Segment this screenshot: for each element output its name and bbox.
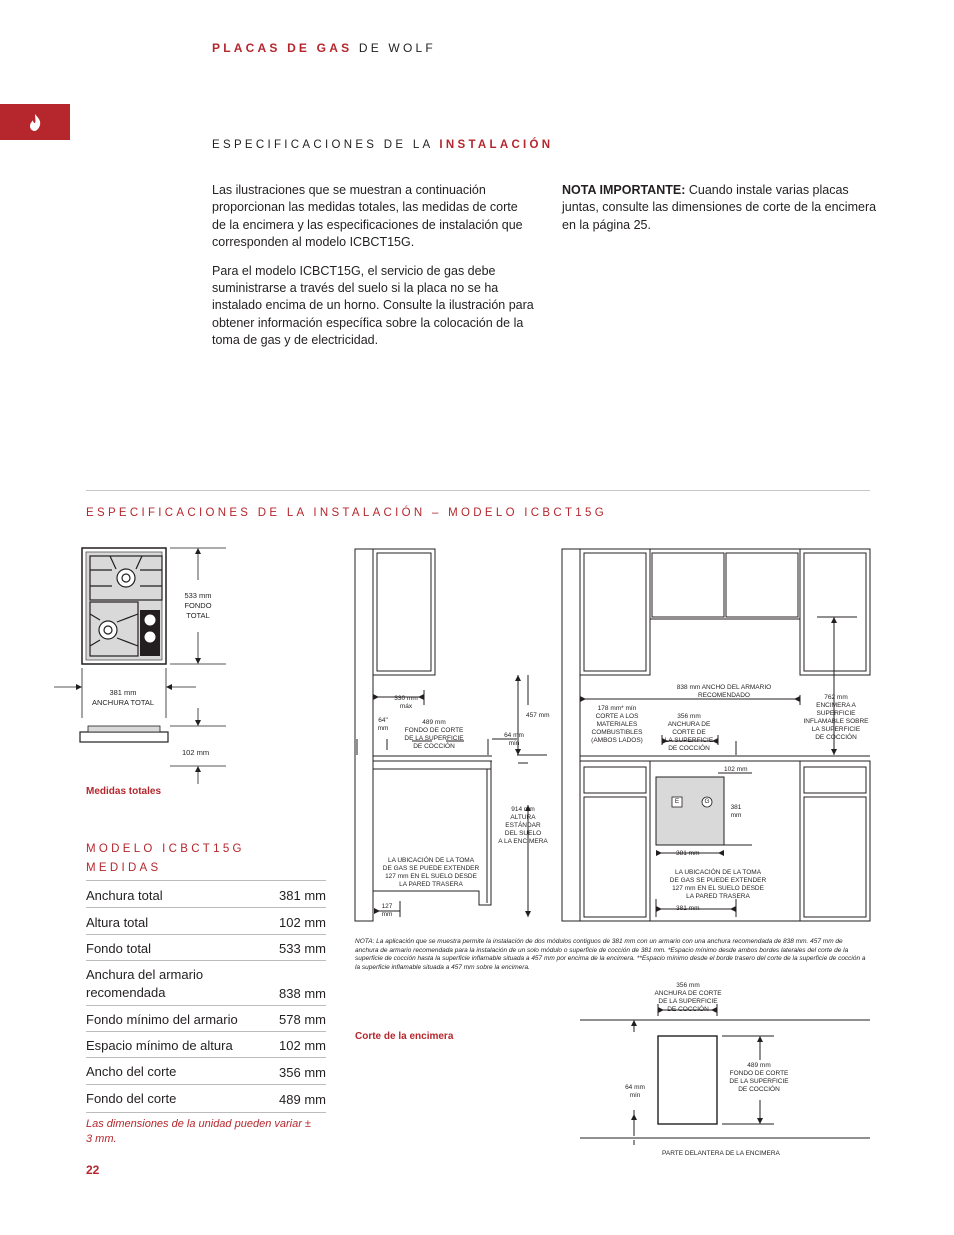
front-upper-cabinet-left [580, 549, 650, 675]
section-tab [0, 104, 70, 140]
overall-height-label: 102 mm [182, 748, 210, 757]
intro-text [212, 182, 534, 361]
row-value: 356 mm [279, 1065, 326, 1080]
cutout-rectangle [658, 1036, 717, 1124]
electrical-label: E [674, 798, 680, 805]
knob-icon [144, 631, 156, 643]
table-row [86, 880, 326, 908]
cooktop-side-view [80, 732, 168, 742]
important-note-label: NOTA IMPORTANTE: [562, 183, 686, 197]
page-number: 22 [86, 1163, 100, 1177]
side-label-64min: 64 mm mín [504, 732, 524, 747]
gas-label: G [704, 798, 710, 805]
overall-width-label: 381 mm ANCHURA TOTAL [91, 688, 155, 707]
overall-caption: Medidas totales [86, 786, 162, 797]
front-upper-cabinet-center [650, 549, 800, 619]
row-label: Fondo del corte [86, 1091, 177, 1106]
front-label-178: 178 mm* mín CORTE A LOS MATERIALES COMBUSTIBLES (AMBOS LADOS) [591, 705, 643, 744]
cutout-label-64: 64 mm mín [625, 1084, 645, 1099]
row-label: Altura total [86, 915, 149, 930]
intro-paragraph-1: Las ilustraciones que se muestran a continuación proporcionan las medidas totales, las medidas de corte de la encimera y las especificaciones de instalación que corresponden al modelo ICBCT15G. [212, 183, 523, 250]
cutout-caption: Corte de la encimera [355, 1031, 454, 1042]
header-rest: DE WOLF [358, 41, 436, 55]
table-row [86, 1057, 326, 1085]
front-label-838: 838 mm ANCHO DEL ARMARIO RECOMENDADO [676, 684, 772, 699]
side-label-489: 489 mm FONDO DE CORTE DE LA SUPERFICIE DE COCCIÓN [404, 719, 464, 750]
intro-paragraph-2: Para el modelo ICBCT15G, el servicio de gas debe suministrarse a través del suelo si la placa no se ha instalado encima de un horno. Consulte la ilustración para obtener información específica sobre la colocación de la toma de gas y de electricidad. [212, 263, 534, 348]
section-title-prefix: ESPECIFICACIONES DE LA [212, 139, 433, 151]
spec-header: ESPECIFICACIONES DE LA INSTALACIÓN – MODELO ICBCT15G [86, 507, 607, 519]
row-label: Anchura del armario recomendada [86, 967, 204, 1000]
row-label: Ancho del corte [86, 1064, 177, 1079]
cutout-label-356: 356 mm ANCHURA DE CORTE DE LA SUPERFICIE DE COCCIÓN [654, 982, 722, 1013]
side-label-914: 914 mm ALTURA ESTÁNDAR DEL SUELO A LA ENCIMERA [498, 806, 548, 845]
table-row [86, 907, 326, 935]
front-label-381v: 381 mm [730, 804, 742, 819]
dimensions-title-line2: MEDIDAS [86, 862, 162, 874]
front-label-gas: LA UBICACIÓN DE LA TOMA DE GAS SE PUEDE EXTENDER 127 mm EN EL SUELO DESDE LA PARED TRASERA [669, 869, 767, 900]
overall-depth-label: 533 mm FONDO TOTAL [184, 591, 212, 620]
table-row [86, 934, 326, 961]
dimensions-footnote: Las dimensiones de la unidad pueden variar ± 3 mm. [86, 1118, 311, 1145]
row-value: 578 mm [279, 1012, 326, 1027]
knob-icon [144, 614, 156, 626]
row-label: Fondo mínimo del armario [86, 1012, 238, 1027]
section-title [212, 139, 553, 151]
table-row [86, 1031, 326, 1058]
row-value: 102 mm [279, 1038, 326, 1053]
side-label-457: 457 mm [526, 712, 550, 719]
front-label-381h: 381 mm [676, 850, 700, 857]
cutout-front-label: PARTE DELANTERA DE LA ENCIMERA [662, 1150, 780, 1157]
front-upper-cabinet-right [800, 549, 870, 675]
dimensions-title-line1: MODELO ICBCT15G [86, 843, 245, 855]
side-label-127: 127 mm [381, 903, 393, 918]
front-label-762: 762 mm ENCIMERA A SUPERFICIE INFLAMABLE SOBRE LA SUPERFICIE DE COCCIÓN [803, 694, 869, 741]
important-note-text: Cuando instale varias placas juntas, consulte las dimensiones de corte de la encimera en la página 25. [562, 183, 877, 232]
table-row [86, 1005, 326, 1032]
side-label-330: 330 mm máx [394, 695, 418, 710]
side-wall [355, 549, 373, 921]
table-row [86, 960, 326, 1006]
header-brand: PLACAS DE GAS [212, 41, 353, 55]
row-value: 102 mm [279, 915, 326, 930]
row-label: Fondo total [86, 941, 152, 956]
table-row [86, 1084, 326, 1113]
cooktop-front-box [656, 777, 724, 845]
section-divider [86, 490, 870, 491]
row-value: 381 mm [279, 888, 326, 903]
row-value: 489 mm [279, 1092, 326, 1107]
diagram-note: NOTA: La aplicación que se muestra permite la instalación de dos módulos contiguos de 381 mm con un armario con una anchura recomendada de 838 mm. 457 mm de anchura de armario recomendada para la instalación de un solo módulo o superficie de cocción de 381 mm. *Espacio mínimo desde ambos bordes laterales del corte de la superficie de cocción hasta la superficie inflamable situada a 457 mm por encima de la encimera. **Espacio mínimo desde el borde trasero del corte de la superficie de cocción a la superficie inflamable situada a 457 mm sobre la encimera. [355, 938, 866, 971]
overall-dimensions-diagram [50, 540, 240, 800]
front-label-381b: 381 mm [676, 905, 700, 912]
dimensions-title [86, 840, 245, 878]
front-wall-left [562, 549, 580, 921]
front-label-102: 102 mm [724, 766, 748, 773]
row-label: Anchura total [86, 888, 163, 903]
page-header [212, 41, 436, 55]
front-label-356: 356 mm ANCHURA DE CORTE DE LA SUPERFICIE DE COCCIÓN [664, 713, 714, 752]
cutout-label-489: 489 mm FONDO DE CORTE DE LA SUPERFICIE DE COCCIÓN [729, 1062, 789, 1093]
flame-icon [0, 104, 70, 140]
row-label: Espacio mínimo de altura [86, 1038, 233, 1053]
row-value: 838 mm [279, 986, 326, 1001]
important-note [562, 182, 880, 234]
side-label-64: 64" mm [377, 717, 389, 732]
side-upper-cabinet [373, 549, 435, 675]
section-title-highlight: INSTALACIÓN [439, 139, 554, 151]
row-value: 533 mm [279, 941, 326, 956]
side-label-gas: LA UBICACIÓN DE LA TOMA DE GAS SE PUEDE EXTENDER 127 mm EN EL SUELO DESDE LA PARED TRASERA [382, 857, 480, 888]
